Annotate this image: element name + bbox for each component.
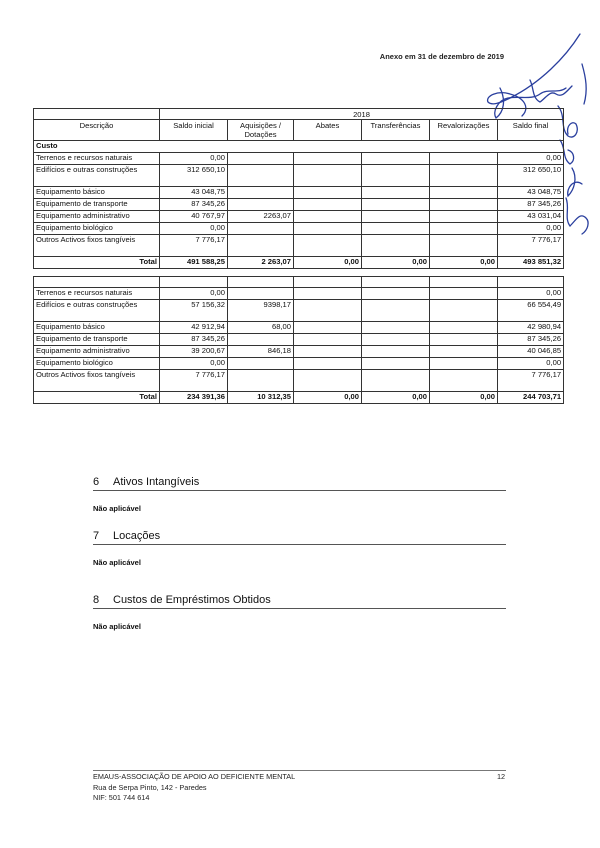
empty-cell bbox=[34, 268, 160, 276]
value-cell bbox=[430, 357, 498, 369]
table-row bbox=[34, 164, 564, 186]
value-cell bbox=[362, 222, 430, 234]
value-cell: 0,00 bbox=[160, 222, 228, 234]
value-cell bbox=[362, 333, 430, 345]
value-cell: 0,00 bbox=[498, 357, 564, 369]
total-value: 493 851,32 bbox=[498, 256, 564, 268]
empty-cell bbox=[34, 109, 160, 120]
value-cell bbox=[430, 164, 498, 186]
table-row bbox=[34, 287, 564, 299]
row-label: Edifícios e outras construções bbox=[34, 164, 160, 186]
value-cell bbox=[430, 198, 498, 210]
footer-org: EMAUS-ASSOCIAÇÃO DE APOIO AO DEFICIENTE MENTAL bbox=[93, 772, 296, 781]
value-cell bbox=[362, 287, 430, 299]
footer-divider bbox=[93, 770, 506, 771]
row-label: Equipamento administrativo bbox=[34, 210, 160, 222]
total-value: 0,00 bbox=[362, 256, 430, 268]
total-value: 2 263,07 bbox=[228, 256, 294, 268]
value-cell bbox=[362, 321, 430, 333]
annex-date-header: Anexo em 31 de dezembro de 2019 bbox=[379, 52, 504, 61]
column-header: Abates bbox=[294, 120, 362, 141]
table-blank-row bbox=[34, 276, 564, 287]
section-title: Custos de Empréstimos Obtidos bbox=[113, 594, 271, 606]
row-label: Edifícios e outras construções bbox=[34, 299, 160, 321]
total-value: 0,00 bbox=[294, 391, 362, 403]
value-cell bbox=[362, 186, 430, 198]
section-number: 7 bbox=[93, 530, 100, 542]
value-cell bbox=[228, 198, 294, 210]
value-cell bbox=[430, 333, 498, 345]
value-cell bbox=[228, 333, 294, 345]
value-cell: 43 048,75 bbox=[498, 186, 564, 198]
cost-section-label: Custo bbox=[34, 140, 564, 152]
section-title: Ativos Intangíveis bbox=[113, 476, 200, 488]
value-cell bbox=[362, 198, 430, 210]
value-cell bbox=[430, 345, 498, 357]
row-label: Equipamento de transporte bbox=[34, 198, 160, 210]
table-row bbox=[34, 234, 564, 256]
value-cell: 7 776,17 bbox=[160, 369, 228, 391]
value-cell: 312 650,10 bbox=[498, 164, 564, 186]
value-cell: 7 776,17 bbox=[498, 369, 564, 391]
table-row bbox=[34, 333, 564, 345]
value-cell bbox=[430, 210, 498, 222]
empty-cell bbox=[430, 276, 498, 287]
value-cell bbox=[294, 345, 362, 357]
value-cell bbox=[362, 345, 430, 357]
total-value: 10 312,35 bbox=[228, 391, 294, 403]
value-cell bbox=[294, 357, 362, 369]
value-cell: 40 046,85 bbox=[498, 345, 564, 357]
footer-address: Rua de Serpa Pinto, 142 - Paredes bbox=[93, 782, 207, 792]
value-cell bbox=[294, 198, 362, 210]
value-cell bbox=[228, 186, 294, 198]
value-cell bbox=[430, 321, 498, 333]
value-cell bbox=[294, 210, 362, 222]
column-header: Saldo final bbox=[498, 120, 564, 141]
footer-nif: NIF: 501 744 614 bbox=[93, 793, 150, 803]
value-cell bbox=[228, 369, 294, 391]
empty-cell bbox=[362, 268, 430, 276]
value-cell: 43 031,04 bbox=[498, 210, 564, 222]
section-body: Não aplicável bbox=[93, 504, 141, 513]
value-cell bbox=[294, 369, 362, 391]
value-cell: 312 650,10 bbox=[160, 164, 228, 186]
value-cell: 7 776,17 bbox=[160, 234, 228, 256]
value-cell bbox=[294, 152, 362, 164]
row-label: Outros Activos fixos tangíveis bbox=[34, 234, 160, 256]
total-row bbox=[34, 391, 564, 403]
section-body: Não aplicável bbox=[93, 558, 141, 567]
value-cell: 87 345,26 bbox=[498, 198, 564, 210]
table-gap-row bbox=[34, 268, 564, 276]
value-cell: 0,00 bbox=[498, 222, 564, 234]
table-row bbox=[34, 357, 564, 369]
section-title: Locações bbox=[113, 530, 161, 542]
empty-cell bbox=[430, 268, 498, 276]
value-cell: 43 048,75 bbox=[160, 186, 228, 198]
total-row bbox=[34, 256, 564, 268]
row-label: Equipamento biológico bbox=[34, 222, 160, 234]
column-header: Transferências bbox=[362, 120, 430, 141]
section-body: Não aplicável bbox=[93, 622, 141, 631]
row-label: Terrenos e recursos naturais bbox=[34, 287, 160, 299]
empty-cell bbox=[498, 276, 564, 287]
value-cell bbox=[294, 234, 362, 256]
value-cell: 0,00 bbox=[160, 357, 228, 369]
table-row bbox=[34, 210, 564, 222]
table-row bbox=[34, 198, 564, 210]
value-cell bbox=[362, 299, 430, 321]
value-cell: 9398,17 bbox=[228, 299, 294, 321]
value-cell bbox=[430, 369, 498, 391]
table-row bbox=[34, 321, 564, 333]
table-row bbox=[34, 152, 564, 164]
total-value: 0,00 bbox=[430, 391, 498, 403]
total-label: Total bbox=[34, 256, 160, 268]
total-value: 0,00 bbox=[362, 391, 430, 403]
value-cell: 87 345,26 bbox=[160, 198, 228, 210]
row-label: Terrenos e recursos naturais bbox=[34, 152, 160, 164]
value-cell bbox=[294, 222, 362, 234]
value-cell bbox=[228, 287, 294, 299]
value-cell bbox=[294, 321, 362, 333]
empty-cell bbox=[294, 268, 362, 276]
value-cell bbox=[294, 299, 362, 321]
value-cell bbox=[430, 222, 498, 234]
value-cell: 0,00 bbox=[498, 152, 564, 164]
column-header: Descrição bbox=[34, 120, 160, 141]
value-cell bbox=[430, 299, 498, 321]
cost-section-row bbox=[34, 140, 564, 152]
tangible-assets-table bbox=[33, 108, 564, 404]
value-cell: 40 767,97 bbox=[160, 210, 228, 222]
value-cell: 39 200,67 bbox=[160, 345, 228, 357]
total-value: 244 703,71 bbox=[498, 391, 564, 403]
value-cell bbox=[362, 369, 430, 391]
table-row bbox=[34, 222, 564, 234]
value-cell bbox=[362, 152, 430, 164]
value-cell: 846,18 bbox=[228, 345, 294, 357]
value-cell: 42 912,94 bbox=[160, 321, 228, 333]
total-value: 0,00 bbox=[430, 256, 498, 268]
table-row bbox=[34, 369, 564, 391]
row-label: Equipamento básico bbox=[34, 321, 160, 333]
value-cell bbox=[430, 234, 498, 256]
value-cell bbox=[362, 357, 430, 369]
value-cell bbox=[228, 164, 294, 186]
value-cell: 87 345,26 bbox=[160, 333, 228, 345]
value-cell bbox=[430, 287, 498, 299]
value-cell bbox=[228, 234, 294, 256]
table-header-row bbox=[34, 120, 564, 141]
empty-cell bbox=[362, 276, 430, 287]
value-cell bbox=[228, 152, 294, 164]
value-cell: 42 980,94 bbox=[498, 321, 564, 333]
value-cell bbox=[294, 287, 362, 299]
value-cell bbox=[362, 234, 430, 256]
value-cell bbox=[362, 164, 430, 186]
total-value: 491 588,25 bbox=[160, 256, 228, 268]
value-cell: 87 345,26 bbox=[498, 333, 564, 345]
row-label: Outros Activos fixos tangíveis bbox=[34, 369, 160, 391]
section-heading bbox=[93, 594, 506, 609]
value-cell: 68,00 bbox=[228, 321, 294, 333]
value-cell: 0,00 bbox=[160, 287, 228, 299]
empty-cell bbox=[160, 268, 228, 276]
table-row bbox=[34, 186, 564, 198]
row-label: Equipamento biológico bbox=[34, 357, 160, 369]
value-cell bbox=[228, 222, 294, 234]
value-cell: 0,00 bbox=[498, 287, 564, 299]
empty-cell bbox=[34, 276, 160, 287]
value-cell bbox=[228, 357, 294, 369]
page-number: 12 bbox=[497, 772, 506, 781]
value-cell bbox=[294, 164, 362, 186]
value-cell: 57 156,32 bbox=[160, 299, 228, 321]
table-year-row bbox=[34, 109, 564, 120]
section-heading bbox=[93, 530, 506, 545]
value-cell: 2263,07 bbox=[228, 210, 294, 222]
value-cell bbox=[294, 186, 362, 198]
total-label: Total bbox=[34, 391, 160, 403]
total-value: 234 391,36 bbox=[160, 391, 228, 403]
value-cell bbox=[362, 210, 430, 222]
column-header: Revalorizações bbox=[430, 120, 498, 141]
value-cell: 7 776,17 bbox=[498, 234, 564, 256]
footer bbox=[93, 772, 295, 804]
row-label: Equipamento administrativo bbox=[34, 345, 160, 357]
column-header: Saldo inicial bbox=[160, 120, 228, 141]
table-row bbox=[34, 299, 564, 321]
section-number: 6 bbox=[93, 476, 100, 488]
value-cell bbox=[294, 333, 362, 345]
empty-cell bbox=[228, 276, 294, 287]
section-heading bbox=[93, 476, 506, 491]
value-cell: 66 554,49 bbox=[498, 299, 564, 321]
total-value: 0,00 bbox=[294, 256, 362, 268]
empty-cell bbox=[498, 268, 564, 276]
value-cell: 0,00 bbox=[160, 152, 228, 164]
section-number: 8 bbox=[93, 594, 100, 606]
empty-cell bbox=[294, 276, 362, 287]
value-cell bbox=[430, 152, 498, 164]
table-row bbox=[34, 345, 564, 357]
empty-cell bbox=[160, 276, 228, 287]
row-label: Equipamento de transporte bbox=[34, 333, 160, 345]
value-cell bbox=[430, 186, 498, 198]
row-label: Equipamento básico bbox=[34, 186, 160, 198]
empty-cell bbox=[228, 268, 294, 276]
year-cell: 2018 bbox=[160, 109, 564, 120]
column-header: Aquisições / Dotações bbox=[228, 120, 294, 141]
